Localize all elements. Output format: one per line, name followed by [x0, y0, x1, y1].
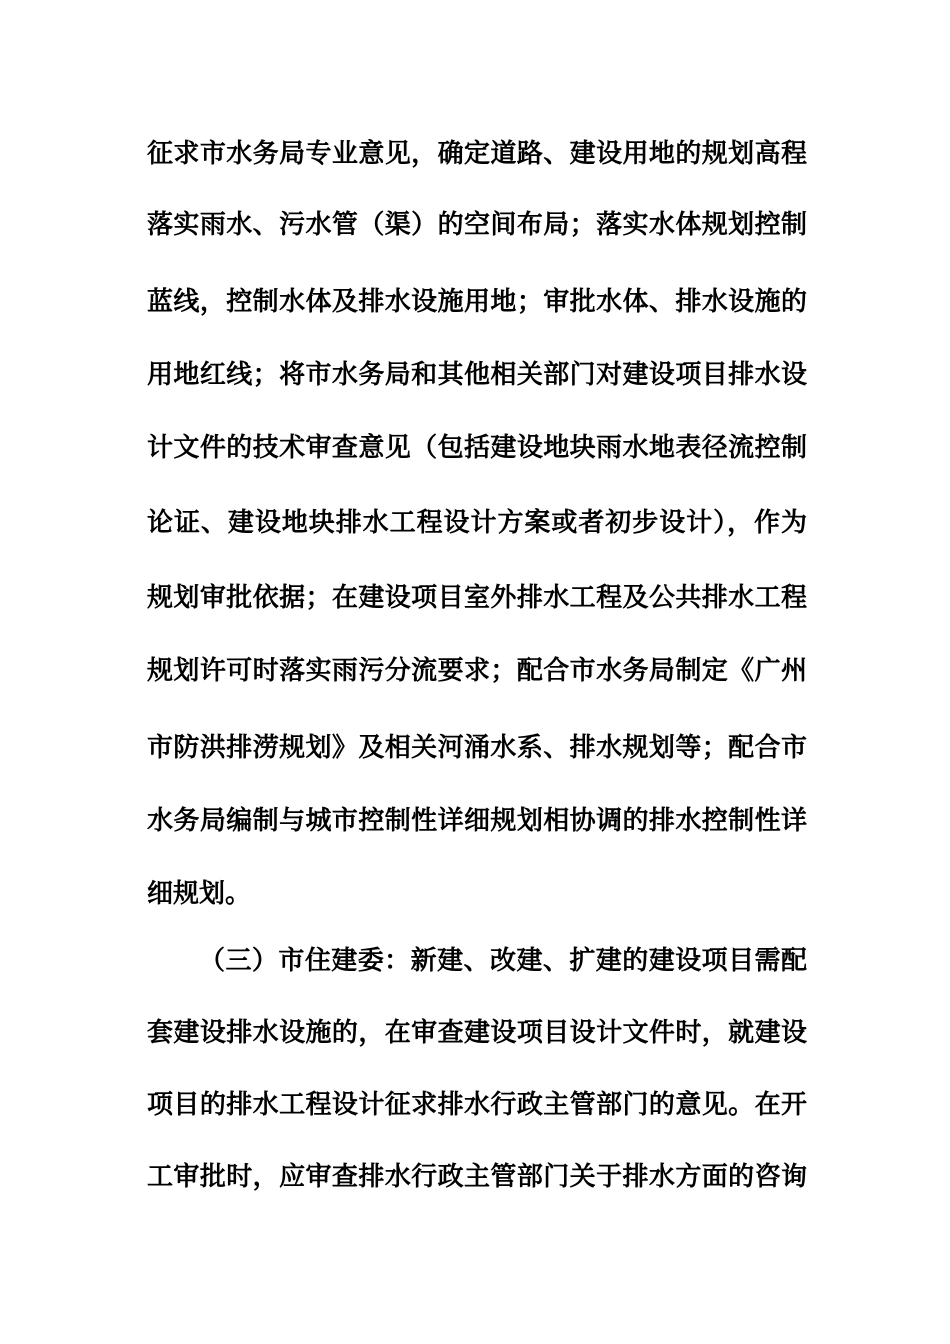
text-line: 计文件的技术审查意见（包括建设地块雨水地表径流控制: [147, 433, 807, 463]
text-line: 项目的排水工程设计征求排水行政主管部门的意见。在开: [147, 1090, 807, 1120]
text-line: 论证、建设地块排水工程设计方案或者初步设计），作为: [147, 508, 807, 538]
text-line: 落实雨水、污水管（渠）的空间布局；落实水体规划控制: [147, 210, 807, 240]
text-line: 市防洪排涝规划》及相关河涌水系、排水规划等；配合市: [147, 733, 807, 763]
text-line: 工审批时，应审查排水行政主管部门关于排水方面的咨询: [147, 1162, 807, 1192]
text-line: 规划审批依据；在建设项目室外排水工程及公共排水工程: [147, 583, 807, 613]
text-line: 蓝线，控制水体及排水设施用地；审批水体、排水设施的: [147, 287, 807, 317]
text-line: 用地红线；将市水务局和其他相关部门对建设项目排水设: [147, 360, 807, 390]
text-line: 套建设排水设施的，在审查建设项目设计文件时，就建设: [147, 1018, 807, 1048]
text-line: 细规划。: [147, 879, 252, 909]
text-line: 征求市水务局专业意见，确定道路、建设用地的规划高程: [147, 139, 807, 169]
text-line: 水务局编制与城市控制性详细规划相协调的排水控制性详: [147, 806, 807, 836]
section-heading-line: （三）市住建委：新建、改建、扩建的建设项目需配: [199, 946, 807, 976]
text-line: 规划许可时落实雨污分流要求；配合市水务局制定《广州: [147, 656, 807, 686]
